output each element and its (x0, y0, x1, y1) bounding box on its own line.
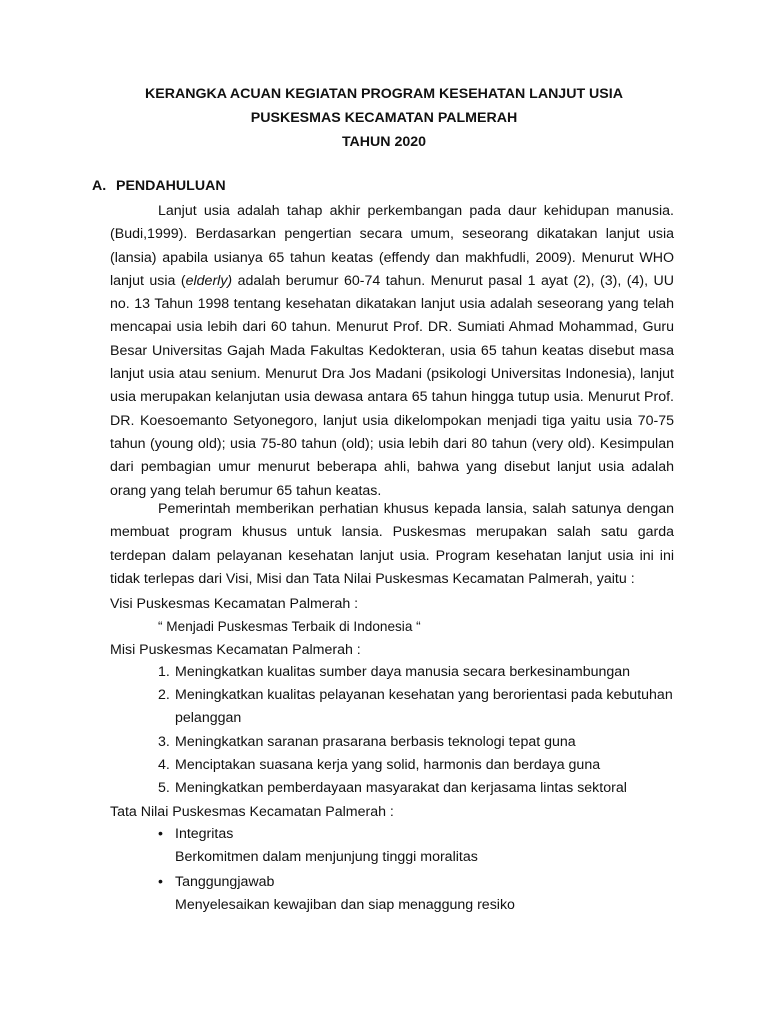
misi-item-number: 3. (158, 734, 170, 750)
bullet-icon: • (158, 826, 163, 842)
document-title-line-2: PUSKESMAS KECAMATAN PALMERAH (250, 110, 518, 126)
section-a-number: A. (92, 178, 107, 194)
paragraph-lanjut-usia-part1: Lanjut usia adalah tahap akhir perkembangan pada daur kehidupan manusia. (Budi,1999). Berdasarkan pengertian secara umum, seseorang dikatakan lanjut usia (lansia) apabila usianya 65 tahun keatas (effendy dan makhfudli, 2009). Menurut WHO lanjut usia ( (110, 203, 674, 289)
misi-item-text: Menciptakan suasana kerja yang solid, harmonis dan berdaya guna (175, 757, 601, 773)
misi-item (158, 661, 676, 684)
document-title-line-3: TAHUN 2020 (341, 134, 427, 150)
misi-item (158, 731, 676, 754)
visi-text: “ Menjadi Puskesmas Terbaik di Indonesia “ (158, 619, 421, 634)
paragraph-lanjut-usia (110, 200, 674, 503)
paragraph-pemerintah: Pemerintah memberikan perhatian khusus kepada lansia, salah satunya dengan membuat program khusus untuk lansia. Puskesmas merupakan salah satu garda terdepan dalam pelayanan kesehatan lanjut usia. Program kesehatan lanjut usia ini ini tidak terlepas dari Visi, Misi dan Tata Nilai Puskesmas Kecamatan Palmerah, yaitu : (110, 501, 674, 587)
misi-label: Misi Puskesmas Kecamatan Palmerah : (110, 642, 361, 658)
tata-nilai-item (158, 823, 676, 870)
visi-label: Visi Puskesmas Kecamatan Palmerah : (110, 596, 359, 612)
misi-item-text: Meningkatkan kualitas pelayanan kesehatan yang berorientasi pada kebutuhan pelanggan (175, 687, 673, 727)
misi-item (158, 754, 676, 777)
tata-nilai-name: Tanggungjawab (175, 874, 275, 890)
paragraph-lanjut-usia-part2: adalah berumur 60-74 tahun. Menurut pasal 1 ayat (2), (3), (4), UU no. 13 Tahun 1998 tentang kesehatan dikatakan lanjut usia adalah seseorang yang telah mencapai usia lebih dari 60 tahun. Menurut Prof. DR. Sumiati Ahmad Mohammad, Guru Besar Universitas Gajah Mada Fakultas Kedokteran, usia 65 tahun keatas disebut masa lanjut usia atau senium. Menurut Dra Jos Madani (psikologi Universitas Indonesia), lanjut usia merupakan kelanjutan usia dewasa antara 65 tahun hingga tutup usia. Menurut Prof. DR. Koesoemanto Setyonegoro, lanjut usia dikelompokan menjadi tiga yaitu usia 70-75 tahun (young old); usia 75-80 tahun (old); usia lebih dari 80 tahun (very old). Kesimpulan dari pembagian umur menurut beberapa ahli, bahwa yang disebut lanjut usia adalah orang yang telah berumur 65 tahun keatas. (110, 272, 674, 499)
bullet-icon: • (158, 874, 163, 890)
misi-item-text: Meningkatkan kualitas sumber daya manusia secara berkesinambungan (175, 664, 631, 680)
tata-nilai-desc: Berkomitmen dalam menjunjung tinggi moralitas (175, 849, 478, 866)
misi-item-text: Meningkatkan saranan prasarana berbasis teknologi tepat guna (175, 734, 576, 750)
tata-nilai-desc: Menyelesaikan kewajiban dan siap menaggung resiko (175, 897, 515, 914)
section-a-heading (92, 176, 226, 196)
misi-item-number: 2. (158, 687, 170, 703)
paragraph-lanjut-usia-italic: elderly) (185, 272, 233, 289)
misi-item (158, 777, 676, 800)
document-title-line-1: KERANGKA ACUAN KEGIATAN PROGRAM KESEHATAN LANJUT USIA (145, 86, 623, 102)
misi-item-number: 1. (158, 664, 170, 680)
misi-item-text: Meningkatkan pemberdayaan masyarakat dan kerjasama lintas sektoral (175, 780, 627, 796)
section-a-title: PENDAHULUAN (116, 178, 226, 194)
tata-nilai-label: Tata Nilai Puskesmas Kecamatan Palmerah : (110, 804, 394, 820)
tata-nilai-name: Integritas (175, 826, 234, 842)
misi-item-number: 5. (158, 780, 170, 796)
misi-item-number: 4. (158, 757, 170, 773)
misi-item (158, 684, 676, 731)
tata-nilai-item (158, 871, 676, 918)
